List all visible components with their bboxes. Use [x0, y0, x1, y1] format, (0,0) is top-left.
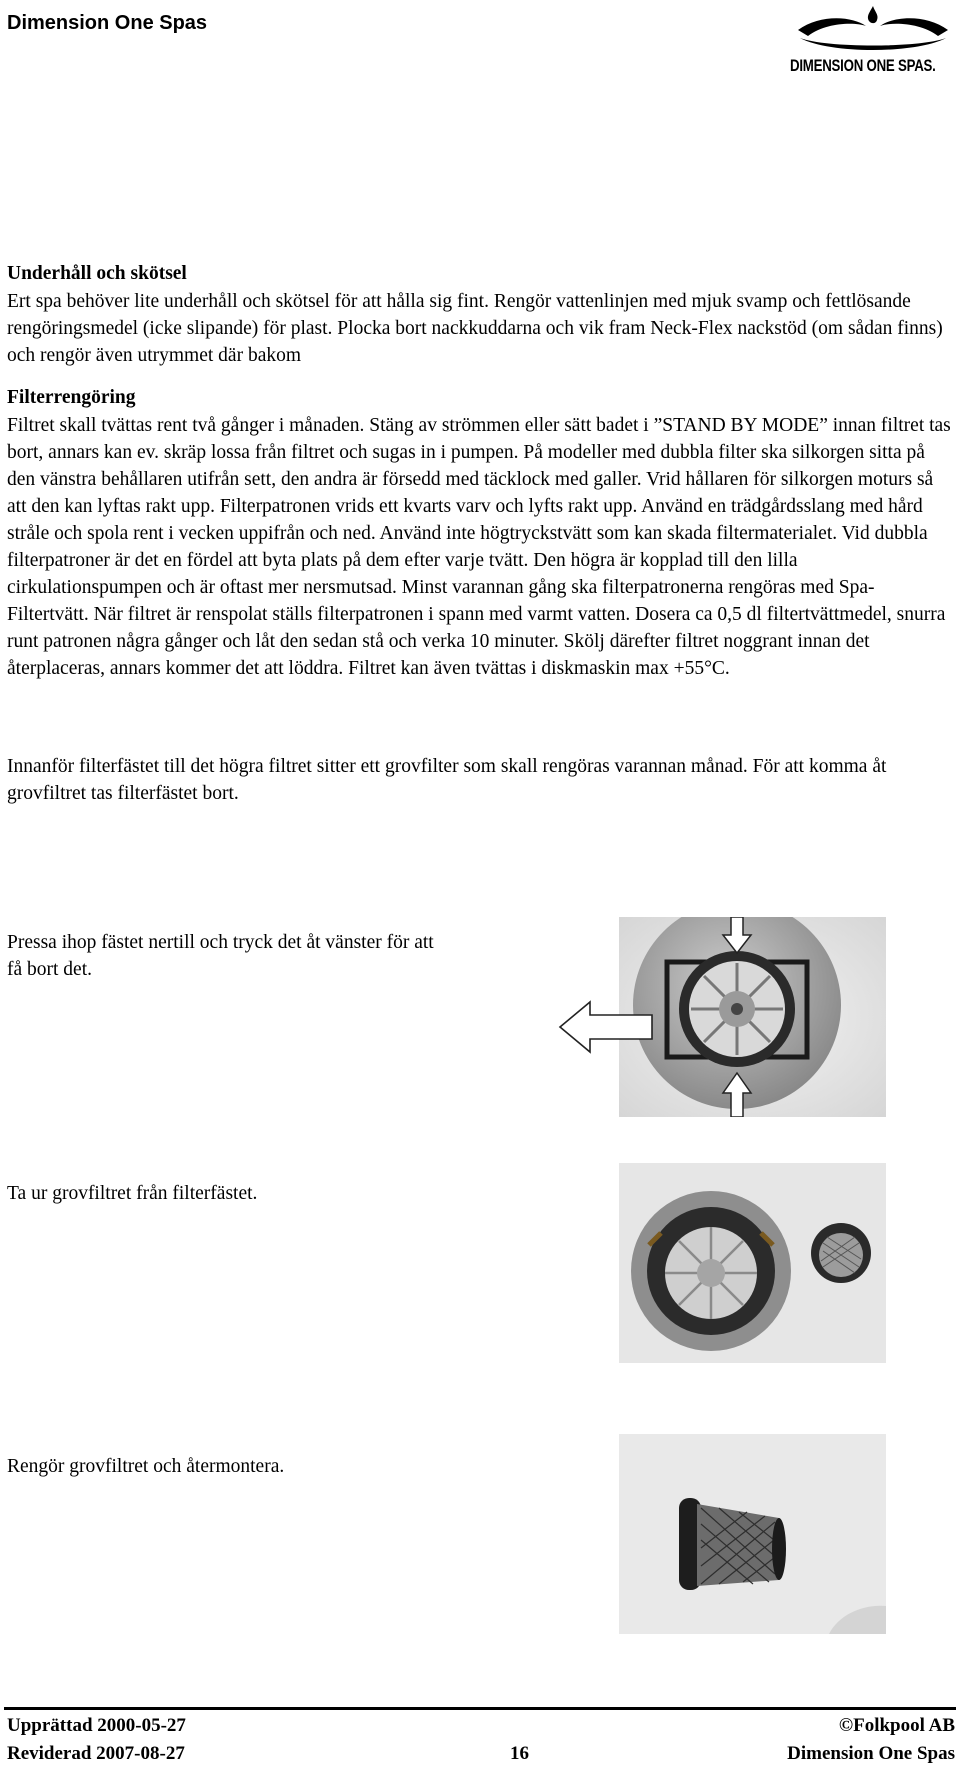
logo-text: DIMENSION ONE SPAS. — [790, 56, 936, 75]
footer-company: Dimension One Spas — [787, 1743, 955, 1764]
removed-coarse-filter-photo — [619, 1163, 886, 1363]
maintenance-paragraph: Ert spa behöver lite underhåll och skötsel för att hålla sig fint. Rengör vattenlinjen med mjuk svamp och fettlösande rengöringsmedel (icke slipande) för plast. Plocka bort nackkuddarna och vik fram Neck-Flex nackstöd (om sådan finns) och rengör även utrymmet där bakom — [7, 291, 943, 366]
step-3-caption: Rengör grovfiltret och återmontera. — [7, 1456, 285, 1477]
arrow-left-icon — [558, 1000, 654, 1054]
footer-created-date: Upprättad 2000-05-27 — [7, 1715, 186, 1736]
step-1-caption: Pressa ihop fästet nertill och tryck det åt vänster för att få bort det. — [7, 932, 434, 980]
coarse-filter-paragraph: Innanför filterfästet till det högra filtret sitter ett grovfilter som skall rengöras varannan månad. För att komma åt grovfiltret tas filterfästet bort. — [7, 756, 887, 804]
footer-revised-date: Reviderad 2007-08-27 — [7, 1743, 185, 1764]
filter-paragraph: Filtret skall tvättas rent två gånger i månaden. Stäng av strömmen eller sätt badet i ”STAND BY MODE” innan filtret tas bort, annars kan ev. skräp lossa från filtret och sugas in i pumpen. På modeller med dubbla filter ska silkorgen sitta på den vänstra behållaren utifrån sett, den andra är försedd med täcklock med galler. Vrid hållaren för silkorgen moturs så att den kan lyftas rakt upp. Filterpatronen vrids ett kvarts varv och lyfts rakt upp. Använd en trädgårdsslang med hård stråle och spola rent i vecken uppifrån och ned. Använd inte högtryckstvätt som kan skada filtermaterialet. Vid dubbla filterpatroner är det en fördel att byta plats på dem efter varje tvätt. Den högra är kopplad till den lilla cirkulationspumpen och är oftast mer nersmutsad. Minst varannan gång ska filterpatronerna rengöras med Spa-Filtertvätt. När filtret är renspolat ställs filterpatronen i spann med varmt vatten. Dosera ca 0,5 dl filtertvättmedel, snurra runt patronen några gånger och låt den sedan stå och verka 10 minuter. Skölj därefter filtret noggrant innan det återplaceras, annars kommer det att löddra. Filtret kan även tvättas i diskmaskin max +55°C. — [7, 415, 951, 679]
header-title: Dimension One Spas — [7, 12, 208, 34]
company-logo — [790, 4, 956, 76]
step-2-caption: Ta ur grovfiltret från filterfästet. — [7, 1183, 258, 1204]
footer-divider — [4, 1707, 956, 1710]
filter-holder-photo — [619, 917, 886, 1117]
logo-swoosh-icon — [790, 4, 956, 56]
footer-copyright: ©Folkpool AB — [838, 1715, 955, 1736]
section-heading-filter: Filterrengöring — [7, 387, 136, 408]
coarse-filter-photo — [619, 1434, 886, 1634]
section-heading-maintenance: Underhåll och skötsel — [7, 263, 187, 284]
page-number: 16 — [510, 1743, 529, 1764]
